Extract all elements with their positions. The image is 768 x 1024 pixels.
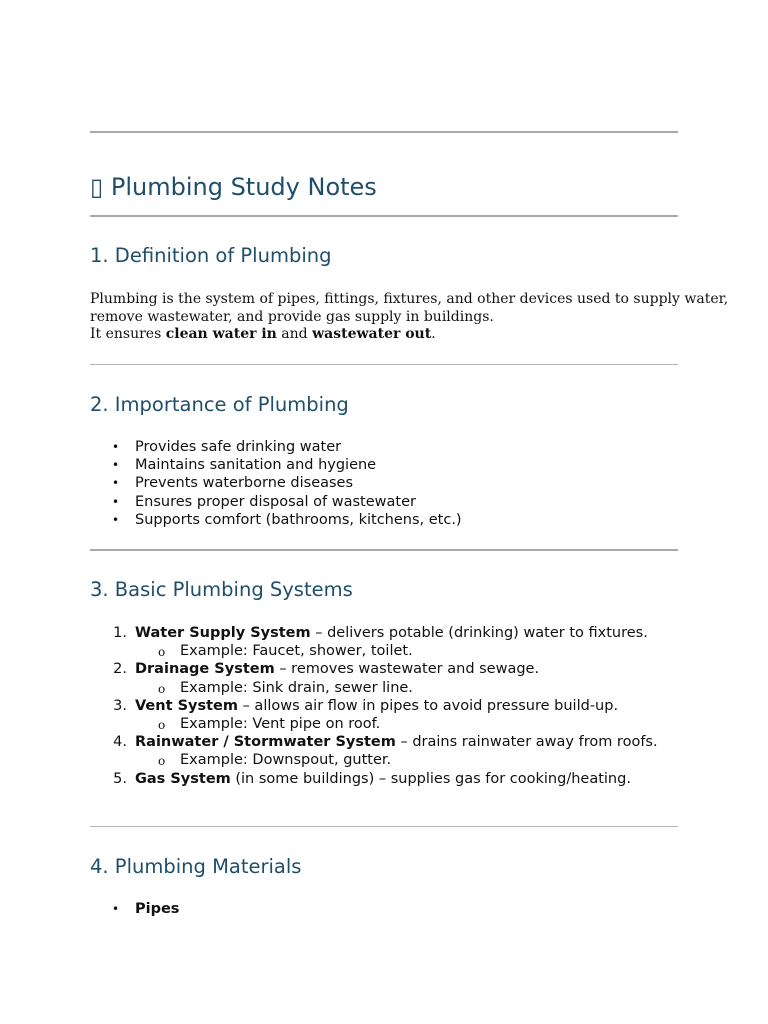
systems-list: [90, 624, 678, 788]
list-item: • Prevents waterborne diseases: [112, 475, 354, 492]
example-item: o Example: Downspout, gutter.: [158, 752, 392, 769]
list-item: 1. Water Supply System – delivers potable (drinking) water to fixtures.: [113, 625, 648, 641]
section-divider: [90, 364, 678, 365]
top-divider: [90, 131, 678, 133]
importance-list: [90, 438, 678, 529]
list-item: • Maintains sanitation and hygiene: [112, 457, 377, 474]
section-divider: [90, 549, 678, 551]
list-item: 5. Gas System (in some buildings) – supplies gas for cooking/heating.: [113, 770, 631, 787]
example-item: o Example: Sink drain, sewer line.: [158, 679, 413, 696]
title-divider: [90, 215, 678, 217]
list-item: • Ensures proper disposal of wastewater: [112, 493, 416, 510]
list-item: 3. Vent System – allows air flow in pipes to avoid pressure build-up.: [113, 697, 619, 714]
definition-line: It ensures clean water in and wastewater out.: [90, 326, 436, 343]
section-heading-definition: 1. Definition of Plumbing: [90, 244, 332, 267]
definition-line: remove wastewater, and provide gas supply in buildings.: [90, 308, 494, 325]
list-item: 2. Drainage System – removes wastewater and sewage.: [113, 661, 540, 678]
example-item: o Example: Vent pipe on roof.: [158, 716, 381, 733]
section-heading-importance: 2. Importance of Plumbing: [90, 393, 349, 416]
page-title-text: Plumbing Study Notes: [110, 173, 377, 201]
materials-list: [90, 900, 678, 918]
list-item: • Provides safe drinking water: [112, 439, 342, 455]
section-heading-systems: 3. Basic Plumbing Systems: [90, 578, 353, 601]
definition-line: Plumbing is the system of pipes, fittings, fixtures, and other devices used to supply water,: [90, 291, 729, 307]
notebook-icon: ▯: [90, 173, 104, 201]
list-item: • Supports comfort (bathrooms, kitchens, etc.): [112, 511, 462, 528]
page-title: [90, 173, 377, 201]
definition-paragraph: [90, 291, 729, 344]
section-heading-materials: 4. Plumbing Materials: [90, 855, 302, 878]
list-item: • Pipes: [112, 901, 180, 917]
section-divider: [90, 826, 678, 827]
example-item: o Example: Faucet, shower, toilet.: [158, 643, 413, 660]
list-item: 4. Rainwater / Stormwater System – drains rainwater away from roofs.: [113, 734, 658, 751]
